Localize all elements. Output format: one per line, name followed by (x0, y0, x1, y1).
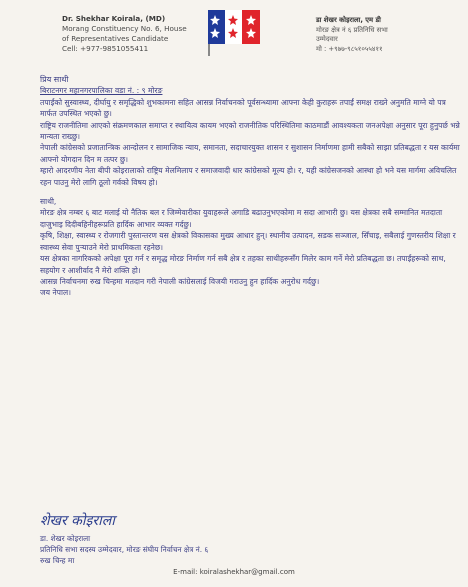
letter-body (40, 74, 460, 299)
signer-title: प्रतिनिधि सभा सदस्य उम्मेदवार, मोरङ संघीय निर्वाचन क्षेत्र नं. ६ (40, 545, 209, 554)
signer-symbol: रुख चिन्ह मा (40, 556, 75, 565)
letterhead-english (62, 14, 222, 54)
letterhead-line: of Representatives Candidate (62, 34, 169, 43)
closing-salutation: साथी, (40, 197, 57, 207)
party-flag-icon (205, 6, 263, 58)
letterhead-line: मोरङ क्षेत्र नं ६ प्रतिनिधि सभा (316, 25, 388, 34)
letterhead-line: Morang Constituency No. 6, House (62, 24, 187, 33)
paragraph: आसन्न निर्वाचनमा रुख चिन्हमा मतदान गरी नेपाली कांग्रेसलाई विजयी गराउनु हुन हार्दिक अनुरोध गर्दछु। (40, 276, 320, 286)
salutation: प्रिय साथी (40, 75, 69, 84)
footer-email: E-mail: koiralashekhar@gmail.com (173, 568, 295, 576)
paragraph: नेपाली कांग्रेसको प्रजातान्त्रिक आन्दोलन र सामाजिक न्याय, समानता, सदाचारयुक्त शासन र सुशासन निर्माणमा हामी सबैको साझा प्रतिबद्धता र यस कार्यमा आफ्नो योगदान दिन म तत्पर छु। (40, 143, 460, 164)
paragraph: राष्ट्रिय राजनीतिमा आएको संक्रमणकाल समाप्त र स्थायित्व कायम भएको राजनीतिक परिस्थितिमा काठमाडौं आवश्यकता जनअपेक्षा अनुसार पूरा हुनुपर्छ भन्ने मान्यता राख्छु। (40, 120, 460, 142)
recipient-address: बिराटनगर महानगरपालिका वडा नं. : ९ मोरङ (40, 86, 163, 96)
closing-line: जय नेपाल। (40, 288, 71, 298)
letterhead-name-en: Dr. Shekhar Koirala, (MD) (62, 14, 166, 23)
letterhead-phone-en: Cell: +977-9851055411 (62, 44, 149, 53)
handwritten-signature: शेखर कोइराला (40, 513, 115, 529)
letterhead-line: उम्मेदवार (316, 35, 338, 43)
paragraph: म्हारो आदरणीय नेता बीपी कोइरालाको राष्ट्रिय मेलमिलाप र समाजवादी धार कांग्रेसको मूल्य हो। र, यही कांग्रेसजनको आस्था हो भने यस मार्गमा अविचलित रहन पाउनु मेरो लागि ठूलो गर्वको विषय हो। (40, 166, 457, 187)
paragraph: तपाईंको सुस्वास्थ्य, दीर्घायु र समृद्धिको शुभकामना सहित आसन्न निर्वाचनको पूर्वसन्ध्यामा आफ्ना केही कुराहरू तपाईं समक्ष राख्ने अनुमति माग्ने यो पत्र मार्फत उपस्थित भएको छु। (40, 97, 446, 119)
letterhead-name-np: डा शेखर कोइराला, एम डी (316, 16, 381, 24)
paragraph: मोरङ क्षेत्र नम्बर ६ बाट मलाई यो नैतिक बल र जिम्मेवारीका युवाहरूले अगाडि बढाउनुभएकोमा म सदा आभारी छु। यस क्षेत्रका सबै सम्मानित मतदाता दाजुभाइ दिदीबहिनीहरूप्रति हार्दिक आभार व्यक्त गर्दछु। (40, 208, 443, 229)
paragraph: यस क्षेत्रका नागरिकको अपेक्षा पूरा गर्न र समृद्ध मोरङ निर्माण गर्न सबै क्षेत्र र तहका साथीहरूसँग मिलेर काम गर्ने मेरो प्रतिबद्धता छ। तपाईंहरूको साथ, सहयोग र आशीर्वाद नै मेरो शक्ति हो। (40, 254, 446, 275)
signer-name: डा. शेखर कोइराला (40, 534, 91, 543)
letterhead-nepali (316, 16, 456, 54)
paragraph: कृषि, शिक्षा, स्वास्थ्य र रोजगारी पुस्तान्तरण यस क्षेत्रको विकासका मुख्य आधार हुन्। स्थानीय उत्पादन, सडक सञ्जाल, सिँचाइ, सबैलाई गुणस्तरीय शिक्षा र स्वास्थ्य सेवा पुर्‍याउने मेरो प्राथमिकता रहनेछ। (40, 231, 456, 252)
letterhead-phone-np: मो : +९७७-९८५१०५५४११ (316, 44, 383, 53)
signature-block (40, 533, 208, 566)
